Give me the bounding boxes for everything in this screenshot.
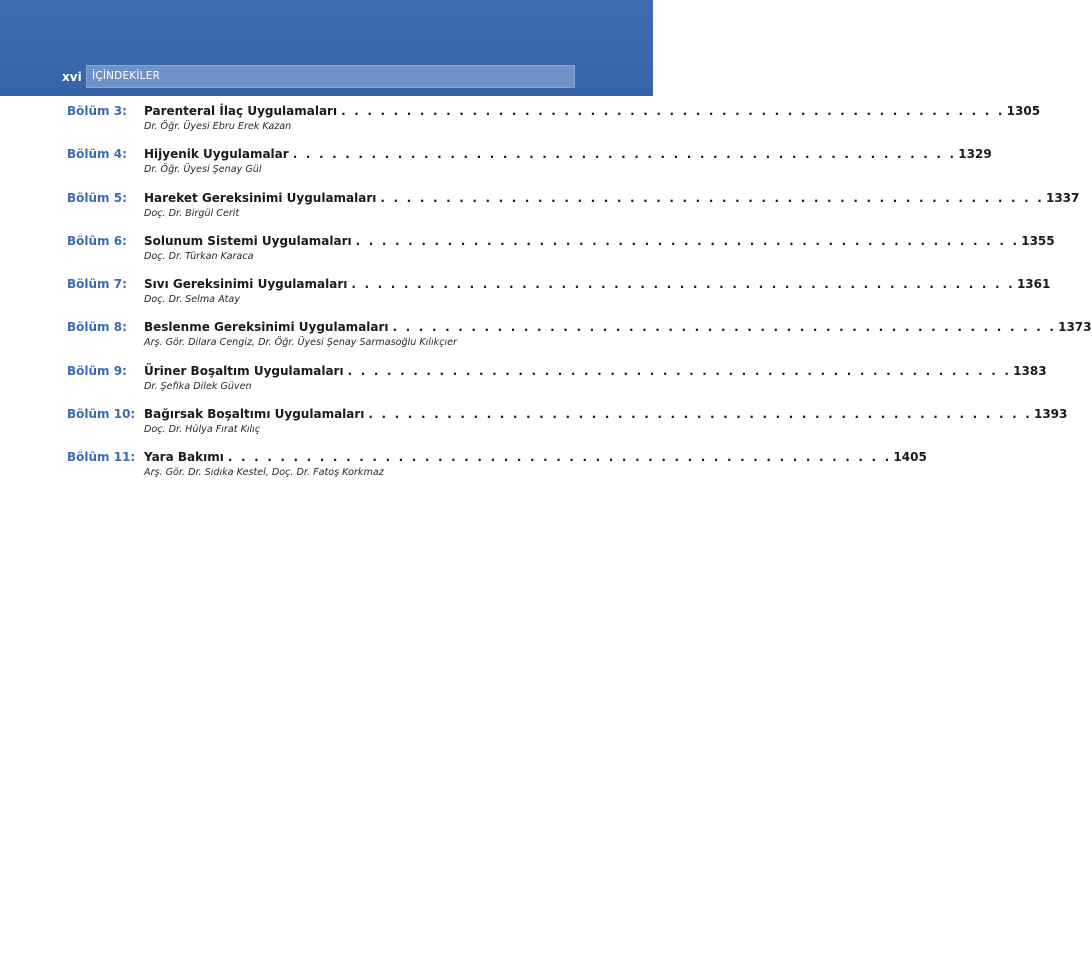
dot-leader: . . . . . . . . . . . . . . . . . . . . . . . . . . . . . . . . . . . . . . . . . . . . . . . . . . .: [355, 233, 1020, 248]
page-ref[interactable]: 1329: [958, 147, 992, 162]
dot-leader: . . . . . . . . . . . . . . . . . . . . . . . . . . . . . . . . . . . . . . . . . . . . . . . . . . .: [392, 320, 1057, 335]
title-line: [144, 320, 1092, 335]
chapter-title[interactable]: Üriner Boşaltım Uygulamaları: [144, 363, 344, 378]
title-line: [144, 450, 927, 465]
chapter-authors: Doç. Dr. Türkan Karaca: [144, 250, 254, 262]
page-number: xvi: [62, 70, 82, 84]
chapter-authors: Arş. Gör. Dr. Sıdıka Kestel, Doç. Dr. Fatoş Korkmaz: [144, 467, 384, 479]
page-ref[interactable]: 1361: [1016, 277, 1051, 292]
chapter-title[interactable]: Solunum Sistemi Uygulamaları: [144, 233, 352, 248]
chapter-number: Bölüm 6:: [67, 233, 127, 248]
chapter-number: Bölüm 9:: [67, 363, 127, 378]
chapter-title[interactable]: Hijyenik Uygulamalar: [144, 147, 289, 162]
chapter-number: Bölüm 7:: [67, 277, 127, 292]
chapter-authors: Dr. Öğr. Üyesi Ebru Erek Kazan: [144, 121, 292, 132]
page-ref[interactable]: 1355: [1021, 233, 1055, 248]
chapter-title[interactable]: Bağırsak Boşaltımı Uygulamaları: [144, 407, 365, 422]
chapter-authors: Dr. Şefika Dilek Güven: [144, 380, 252, 392]
dot-leader: . . . . . . . . . . . . . . . . . . . . . . . . . . . . . . . . . . . . . . . . . . . . . . . . . . .: [347, 363, 1012, 378]
dot-leader: . . . . . . . . . . . . . . . . . . . . . . . . . . . . . . . . . . . . . . . . . . . . . . . . . . .: [351, 277, 1015, 292]
section-label-box: [86, 65, 575, 88]
title-line: [144, 190, 1080, 206]
page-ref[interactable]: 1373: [1058, 320, 1092, 335]
chapter-number: Bölüm 11:: [67, 450, 136, 465]
chapter-number: Bölüm 10:: [67, 407, 136, 422]
page-ref[interactable]: 1383: [1013, 363, 1047, 378]
chapter-number: Bölüm 4:: [67, 147, 127, 162]
dot-leader: . . . . . . . . . . . . . . . . . . . . . . . . . . . . . . . . . . . . . . . . . . . . . . . . . . .: [227, 450, 892, 465]
title-line: [144, 147, 992, 162]
title-line: [144, 407, 1068, 422]
toc-entry[interactable]: [67, 233, 1055, 277]
dot-leader: . . . . . . . . . . . . . . . . . . . . . . . . . . . . . . . . . . . . . . . . . . . . . . . . . . .: [341, 104, 1005, 118]
page-ref[interactable]: 1393: [1033, 407, 1068, 422]
page-ref[interactable]: 1405: [893, 450, 927, 465]
title-line: [144, 277, 1051, 292]
table-of-contents: [67, 104, 1092, 494]
chapter-authors: Doç. Dr. Birgül Cerit: [144, 207, 240, 219]
section-label: İÇİNDEKİLER: [92, 70, 161, 82]
chapter-number: Bölüm 5:: [67, 190, 127, 205]
title-line: [144, 233, 1055, 249]
toc-entry[interactable]: [67, 320, 1092, 363]
toc-entry[interactable]: [67, 407, 1068, 450]
page-ref[interactable]: 1305: [1006, 104, 1041, 118]
toc-entry[interactable]: [67, 450, 927, 493]
page-ref[interactable]: 1337: [1045, 190, 1080, 205]
title-line: [144, 104, 1041, 119]
chapter-title[interactable]: Parenteral İlaç Uygulamaları: [144, 104, 338, 118]
toc-entry[interactable]: [67, 277, 1051, 320]
toc-entry[interactable]: [67, 363, 1047, 407]
dot-leader: . . . . . . . . . . . . . . . . . . . . . . . . . . . . . . . . . . . . . . . . . . . . . . . . . . .: [380, 190, 1044, 205]
page-header: [0, 0, 653, 96]
chapter-number: Bölüm 3:: [67, 104, 127, 118]
chapter-authors: Dr. Öğr. Üyesi Şenay Gül: [144, 164, 262, 176]
toc-entry[interactable]: [67, 147, 992, 190]
chapter-title[interactable]: Beslenme Gereksinimi Uygulamaları: [144, 320, 389, 335]
toc-entry[interactable]: [67, 104, 1041, 147]
dot-leader: . . . . . . . . . . . . . . . . . . . . . . . . . . . . . . . . . . . . . . . . . . . . . . . . . . .: [368, 407, 1032, 422]
chapter-authors: Arş. Gör. Dilara Cengiz, Dr. Öğr. Üyesi Şenay Sarmasoğlu Kılıkçıer: [144, 337, 457, 349]
chapter-title[interactable]: Sıvı Gereksinimi Uygulamaları: [144, 277, 348, 292]
chapter-title[interactable]: Yara Bakımı: [144, 450, 224, 465]
dot-leader: . . . . . . . . . . . . . . . . . . . . . . . . . . . . . . . . . . . . . . . . . . . . . . . . . . .: [292, 147, 957, 162]
chapter-title[interactable]: Hareket Gereksinimi Uygulamaları: [144, 190, 377, 205]
chapter-authors: Doç. Dr. Selma Atay: [144, 294, 240, 306]
title-line: [144, 363, 1047, 379]
chapter-number: Bölüm 8:: [67, 320, 127, 335]
chapter-authors: Doç. Dr. Hülya Fırat Kılıç: [144, 424, 261, 436]
toc-entry[interactable]: [67, 190, 1080, 234]
